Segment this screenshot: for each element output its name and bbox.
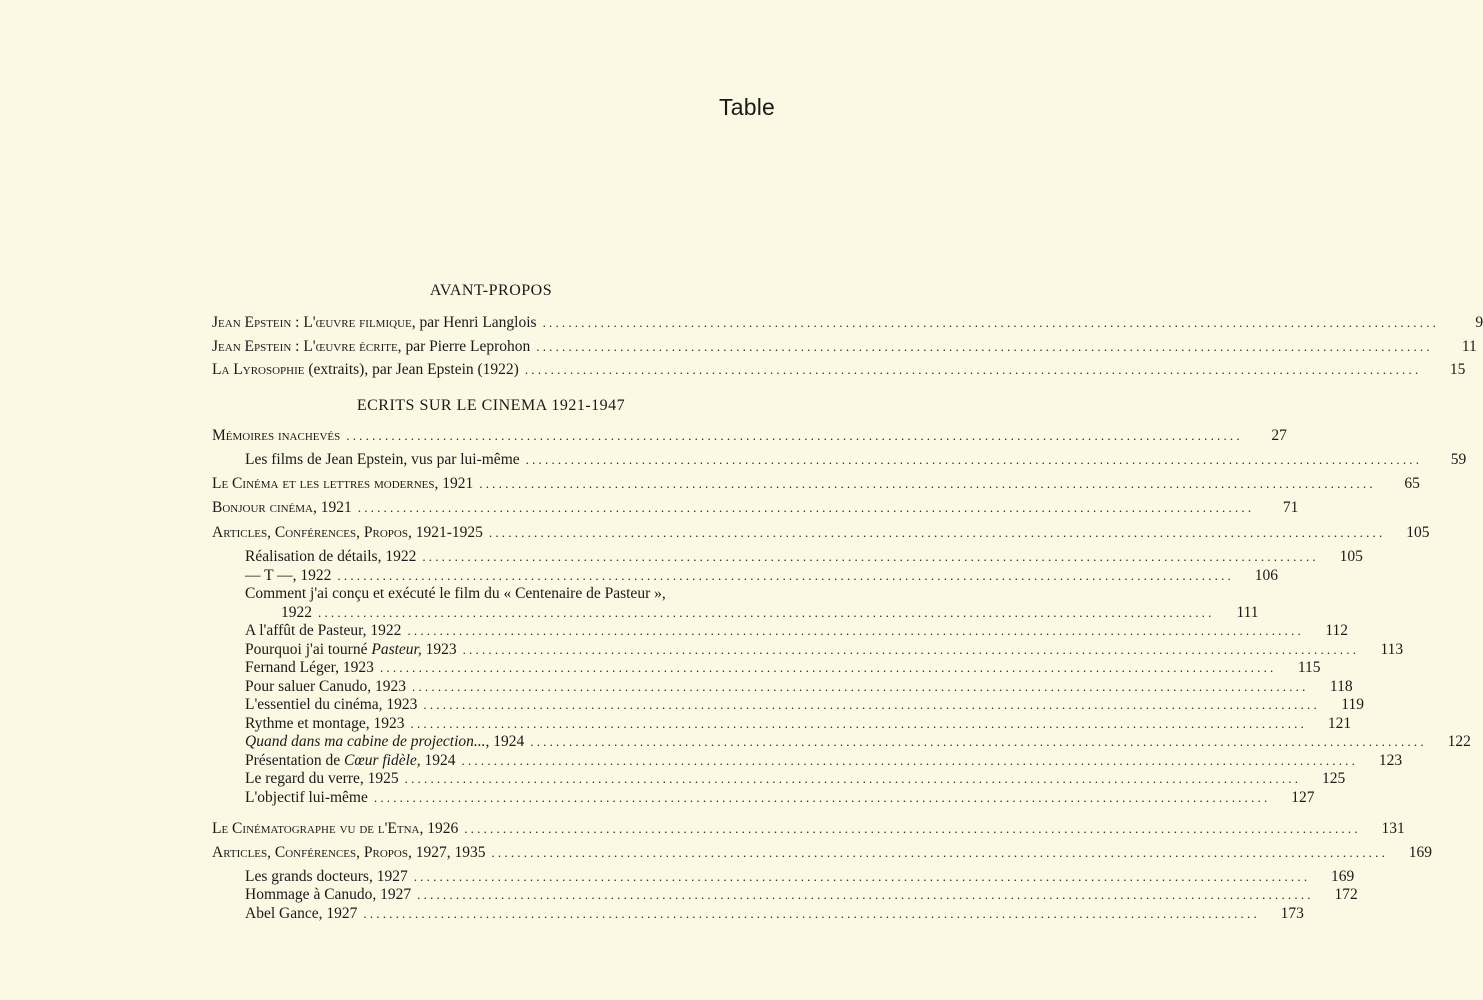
page-number: 111 [1236, 604, 1259, 621]
toc-subentry: Rythme et montage, 1923 ........................................................................................................................................... 121 [245, 715, 1352, 732]
toc-entry: Le Cinéma et les lettres modernes, 1921 ........................................................................................................................................... 65 [212, 475, 1420, 492]
toc-subentry: L'essentiel du cinéma, 1923 ........................................................................................................................................... 119 [245, 696, 1364, 713]
page-number: 172 [1334, 886, 1358, 903]
toc-subentry: Pourquoi j'ai tourné Pasteur, 1923 ........................................................................................................................................... 113 [245, 641, 1404, 658]
page-number: 123 [1378, 752, 1403, 769]
toc-subentry: Réalisation de détails, 1922 ........................................................................................................................................... 105 [245, 548, 1363, 565]
toc-subentry: Quand dans ma cabine de projection..., 1924 ........................................................................................................................................... 122 [245, 733, 1471, 750]
toc-entry: Articles, Conférences, Propos, 1927, 1935 ........................................................................................................................................... 169 [212, 844, 1433, 861]
page-number: 169 [1408, 844, 1433, 861]
section-heading-ecrits: ECRITS SUR LE CINEMA 1921-1947 [356, 397, 626, 414]
page-number: 105 [1406, 524, 1430, 541]
toc-entry: Jean Epstein : L'œuvre écrite, par Pierre Leprohon ........................................................................................................................................... 11 [212, 338, 1477, 355]
page-number: 106 [1254, 567, 1278, 584]
page-number: 125 [1321, 770, 1346, 787]
page-number: 9 [1475, 314, 1483, 331]
page-number: 122 [1447, 733, 1471, 750]
page-number: 121 [1327, 715, 1352, 732]
toc-subentry-first-line: Comment j'ai conçu et exécuté le film du « Centenaire de Pasteur », [245, 585, 666, 602]
toc-entry: Bonjour cinéma, 1921 ........................................................................................................................................... 71 [212, 499, 1299, 516]
page-number: 119 [1341, 696, 1364, 713]
toc-subentry: 1922 ........................................................................................................................................... 111 [281, 604, 1259, 621]
page-number: 105 [1339, 548, 1363, 565]
page-number: 59 [1450, 451, 1467, 468]
toc-subentry: L'objectif lui-même ........................................................................................................................................... 127 [245, 789, 1315, 806]
page-number: 15 [1449, 361, 1466, 378]
toc-subentry: Fernand Léger, 1923 ........................................................................................................................................... 115 [245, 659, 1321, 676]
page-number: 113 [1380, 641, 1404, 658]
toc-entry: La Lyrosophie (extraits), par Jean Epstein (1922) ........................................................................................................................................... 15 [212, 361, 1466, 378]
toc-entry: Jean Epstein : L'œuvre filmique, par Henri Langlois ........................................................................................................................................... 9 [212, 314, 1483, 331]
page-number: 127 [1291, 789, 1315, 806]
toc-subentry: Les films de Jean Epstein, vus par lui-même ........................................................................................................................................... 59 [245, 451, 1467, 468]
toc-subentry: Abel Gance, 1927 ........................................................................................................................................... 173 [245, 905, 1304, 922]
toc-subentry: A l'affût de Pasteur, 1922 ........................................................................................................................................... 112 [245, 622, 1348, 639]
page-number: 131 [1381, 820, 1405, 837]
toc-entry: Articles, Conférences, Propos, 1921-1925 ........................................................................................................................................... 105 [212, 524, 1430, 541]
toc-entry: Mémoires inachevés ........................................................................................................................................... 27 [212, 427, 1287, 444]
toc-entry: Le Cinématographe vu de l'Etna, 1926 ........................................................................................................................................... 131 [212, 820, 1405, 837]
page-number: 11 [1461, 338, 1477, 355]
page-number: 118 [1329, 678, 1353, 695]
page-number: 169 [1331, 868, 1355, 885]
page-number: 115 [1297, 659, 1321, 676]
toc-subentry: Hommage à Canudo, 1927 ........................................................................................................................................... 172 [245, 886, 1358, 903]
toc-subentry: Le regard du verre, 1925 ........................................................................................................................................... 125 [245, 770, 1346, 787]
page-number: 27 [1271, 427, 1287, 444]
toc-subentry: Pour saluer Canudo, 1923 ........................................................................................................................................... 118 [245, 678, 1353, 695]
toc-subentry: — T —, 1922 ........................................................................................................................................... 106 [245, 567, 1278, 584]
page-title: Table [719, 94, 775, 120]
toc-subentry: Présentation de Cœur fidèle, 1924 ........................................................................................................................................... 123 [245, 752, 1403, 769]
page-number: 71 [1282, 499, 1299, 516]
page-number: 65 [1404, 475, 1420, 492]
section-heading-avant-propos: AVANT-PROPOS [429, 282, 553, 299]
toc-subentry: Les grands docteurs, 1927 ........................................................................................................................................... 169 [245, 868, 1355, 885]
page-number: 112 [1325, 622, 1348, 639]
page-number: 173 [1280, 905, 1304, 922]
